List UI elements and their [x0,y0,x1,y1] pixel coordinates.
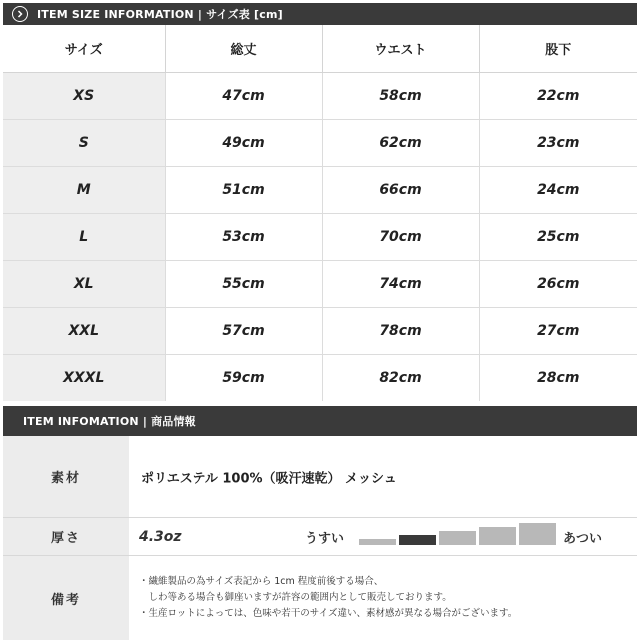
header-total-length: 総丈 [165,25,322,72]
waist-cell: 62cm [322,119,479,166]
length-cell: 57cm [165,307,322,354]
length-cell: 55cm [165,260,322,307]
thickness-scale-bar [479,527,516,545]
inseam-cell: 25cm [479,213,637,260]
thickness-content [129,518,637,555]
size-info-title: ITEM SIZE INFORMATION | サイズ表 [cm] [37,8,283,21]
notes-list [139,574,633,622]
header-inseam: 股下 [479,25,637,72]
thickness-scale-bar [399,535,436,545]
table-row [3,260,637,307]
material-label: 素材 [3,436,129,517]
length-cell: 53cm [165,213,322,260]
material-value: ポリエステル 100%（吸汗速乾） メッシュ [141,471,397,486]
thin-label: うすい [305,531,345,546]
item-info-title: ITEM INFOMATION | 商品情報 [23,415,196,428]
waist-cell: 70cm [322,213,479,260]
length-cell: 49cm [165,119,322,166]
waist-cell: 74cm [322,260,479,307]
material-content [129,436,637,517]
table-row [3,213,637,260]
item-info-header [3,406,637,436]
table-row [3,354,637,401]
table-row [3,119,637,166]
table-row [3,307,637,354]
waist-cell: 66cm [322,166,479,213]
table-row [3,166,637,213]
inseam-cell: 26cm [479,260,637,307]
size-table-header-row [3,25,637,72]
notes-row [3,556,637,640]
thickness-scale-bar [439,531,476,545]
size-cell: XXXL [3,354,165,401]
thickness-row [3,518,637,556]
length-cell: 47cm [165,72,322,119]
size-cell: XS [3,72,165,119]
thickness-scale-bar [519,523,556,545]
thick-label: あつい [563,531,603,546]
thickness-value: 4.3oz [139,528,182,545]
inseam-cell: 28cm [537,369,580,386]
notes-label: 備考 [3,556,129,640]
length-cell: 51cm [165,166,322,213]
size-table [3,25,637,401]
chevron-right-circle-icon [12,6,28,22]
inseam-cell: 22cm [479,72,637,119]
size-cell: L [3,213,165,260]
size-cell: M [3,166,165,213]
material-row [3,436,637,518]
size-cell: XXL [3,307,165,354]
thickness-scale-bar [359,539,396,545]
waist-cell: 82cm [322,354,479,401]
size-info-header [3,3,637,25]
size-cell: XL [3,260,165,307]
size-cell: S [3,119,165,166]
note-item: ・繊維製品の為サイズ表記から 1cm 程度前後する場合、 [139,576,384,587]
header-waist: ウエスト [322,25,479,72]
length-cell: 59cm [165,354,322,401]
thickness-label: 厚さ [3,518,129,555]
inseam-cell: 23cm [479,119,637,166]
table-row [3,72,637,119]
inseam-cell: 24cm [479,166,637,213]
header-size: サイズ [3,25,165,72]
notes-content [129,556,637,640]
note-item: ・生産ロットによっては、色味や若干のサイズ違い、素材感が異なる場合がございます。 [139,608,518,619]
waist-cell: 78cm [322,307,479,354]
waist-cell: 58cm [322,72,479,119]
inseam-cell: 27cm [479,307,637,354]
note-item: しわ等ある場合も御座いますが許容の範囲内として販売しております。 [139,592,452,603]
